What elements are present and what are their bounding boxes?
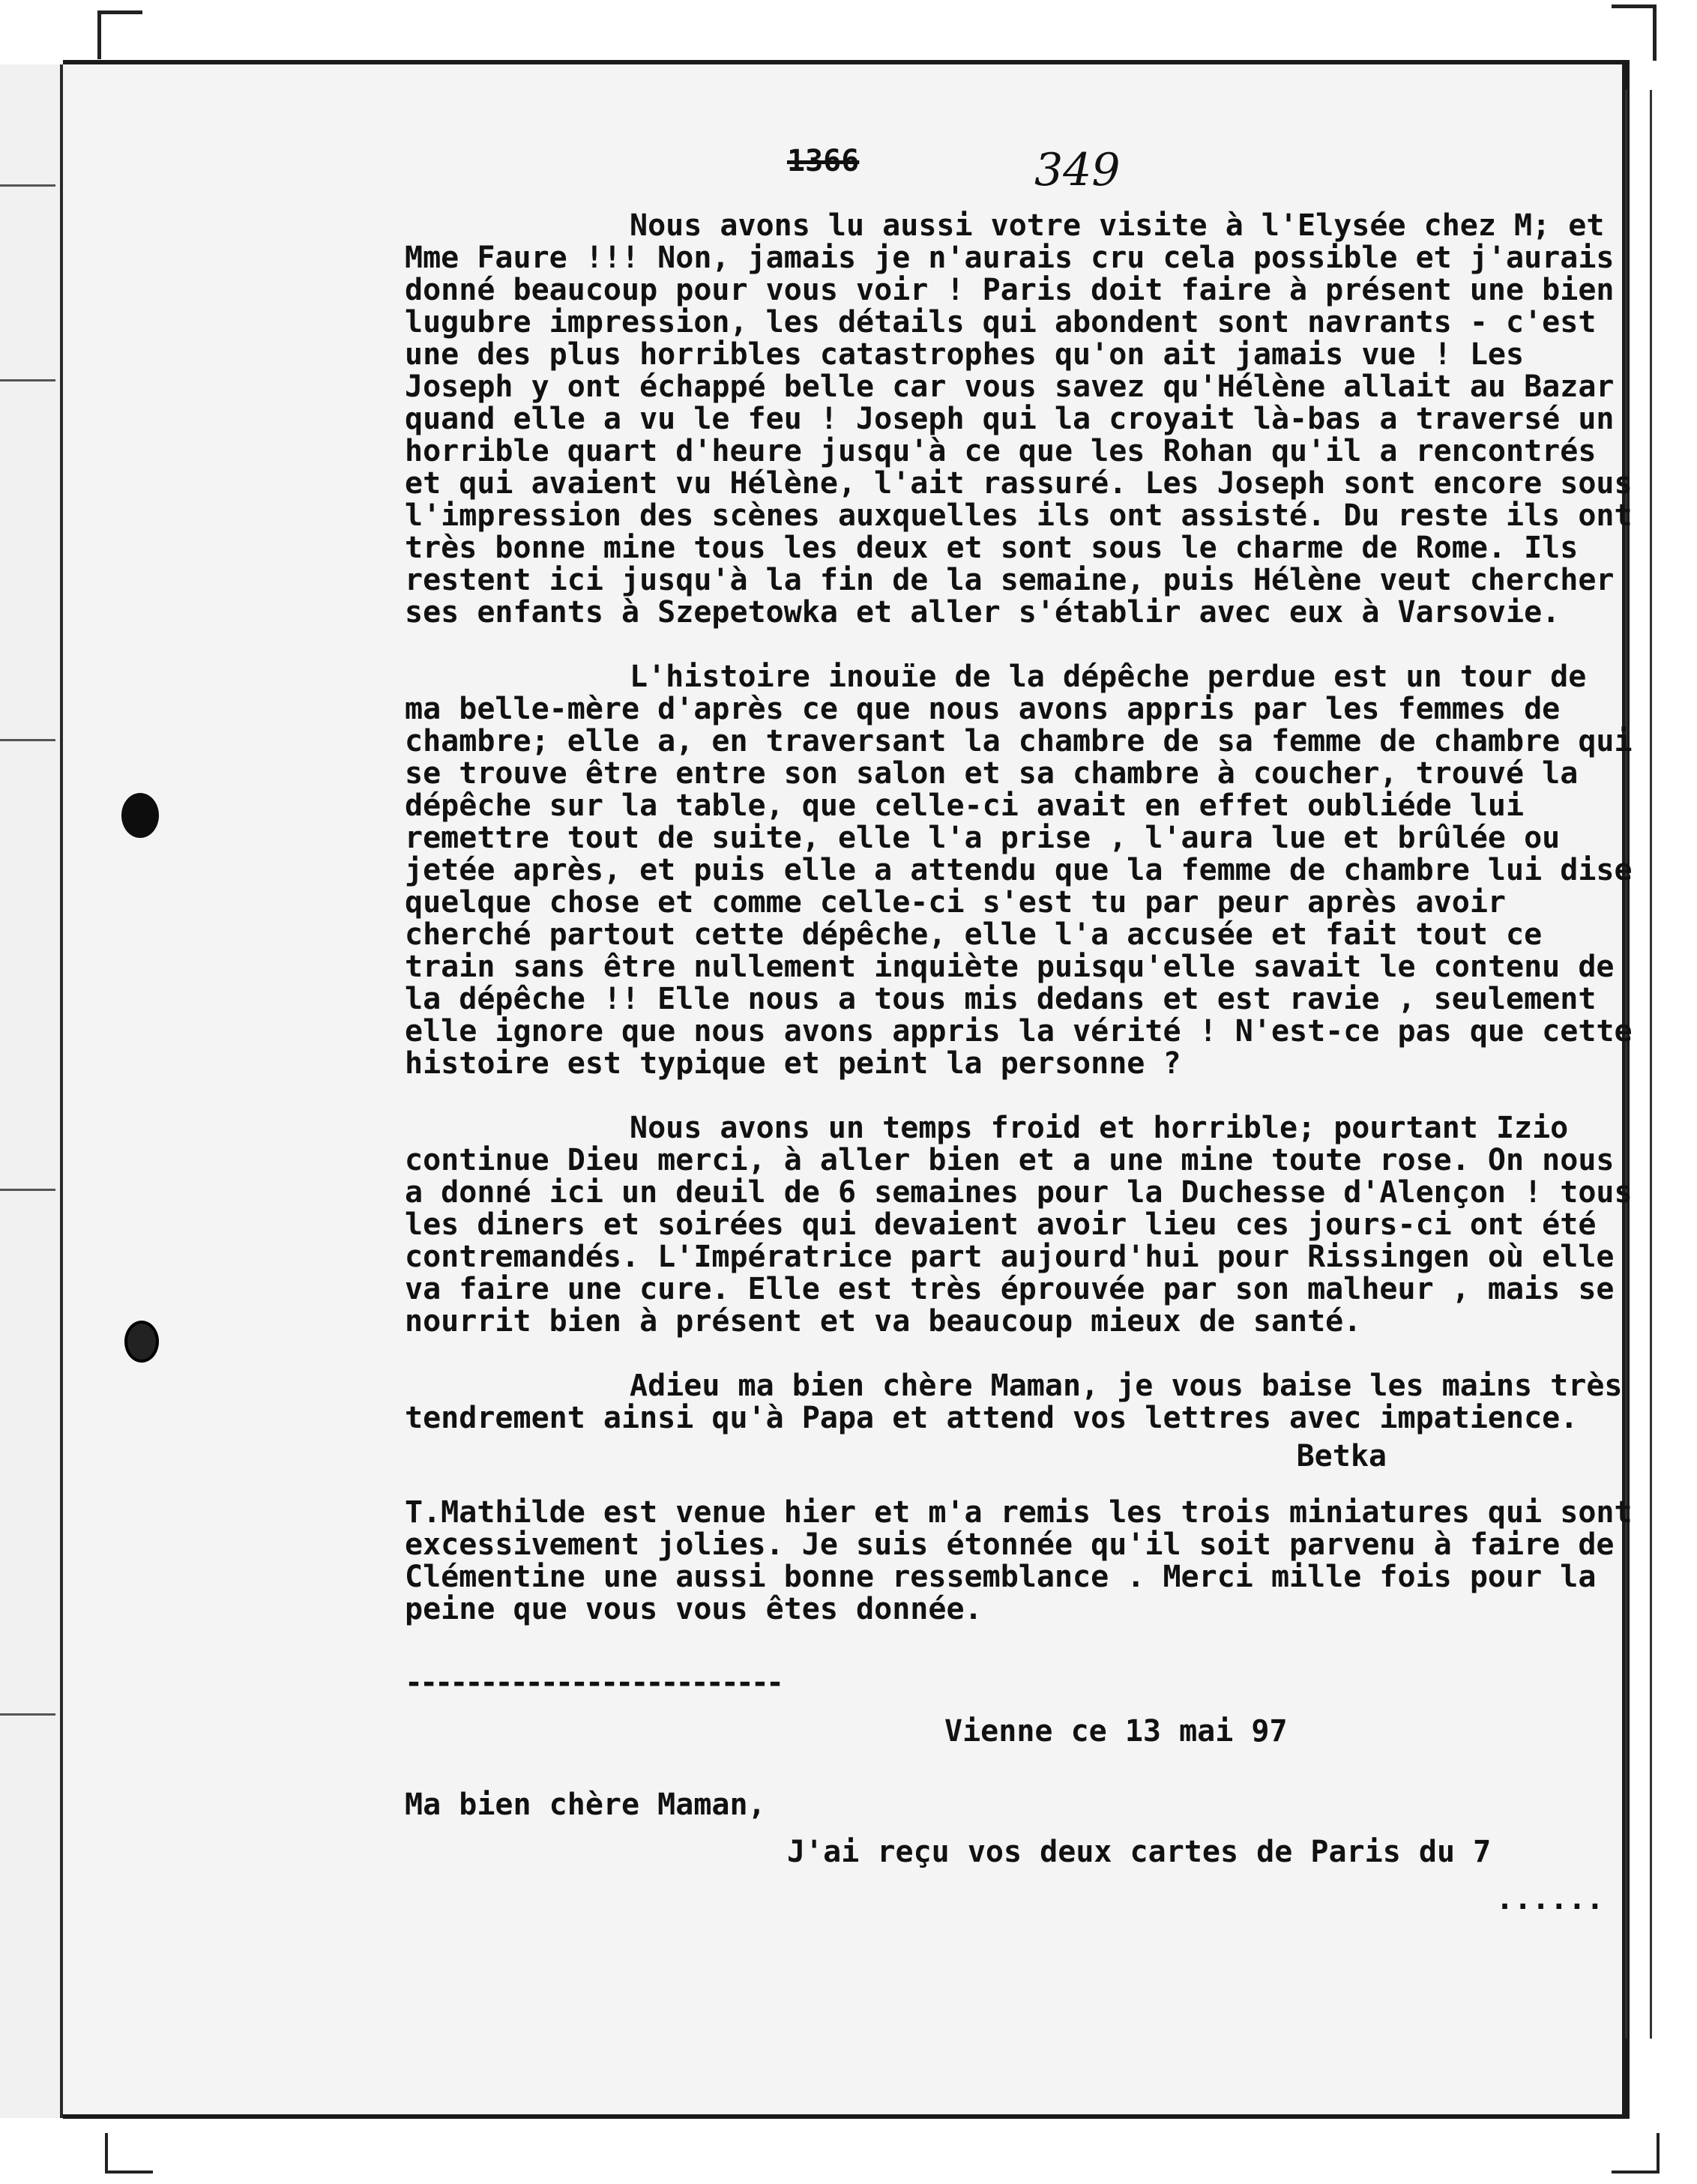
crop-mark-top-right [1612,4,1657,61]
ruled-line [0,739,55,741]
punch-hole [121,793,159,838]
crop-mark-bottom-right [1612,2133,1660,2174]
paragraph: L'histoire inouïe de la dépêche perdue est un tour de ma belle-mère d'après ce que nous avons appris par les femmes de chambre; elle a, en traversant la chambre de sa femme de chambre qui se trouve être entre son salon et sa chambre à coucher, trouvé la dépêche sur la table, que celle-ci avait en effet oubliéde lui remettre tout de suite, elle l'a prise , l'aura lue et brûlée ou jetée après, et puis elle a attendu que la femme de chambre lui dise quelque chose et comme celle-ci s'est tu par peur après avoir cherché partout cette dépêche, elle l'a accusée et fait tout ce train sans être nullement inquiète puisqu'elle savait le contenu de la dépêche !! Elle nous a tous mis dedans et est ravie , seulement elle ignore que nous avons appris la vérité ! N'est-ce pas que cette histoire est typique et peint la personne ? [405,660,1633,1081]
crop-mark-bottom-left [105,2133,153,2174]
crop-mark-top-left [97,10,142,59]
paragraph: Nous avons lu aussi votre visite à l'Elysée chez M; et Mme Faure !!! Non, jamais je n'aurais cru cela possible et j'aurais donné beaucoup pour vous voir ! Paris doit faire à présent une bien lugubre impression, les détails qui abondent sont navrants - c'est une des plus horribles catastrophes qu'on ait jamais vue ! Les Joseph y ont échappé belle car vous savez qu'Hélène allait au Bazar quand elle a vu le feu ! Joseph qui la croyait là-bas a traversé un horrible quart d'heure jusqu'à ce que les Rohan qu'il a rencontrés et qui avaient vu Hélène, l'ait rassuré. Les Joseph sont encore sous l'impression des scènes auxquelles ils ont assisté. Du reste ils ont très bonne mine tous les deux et sont sous le charme de Rome. Ils restent ici jusqu'à la fin de la semaine, puis Hélène veut chercher ses enfants à Szepetowka et aller s'établir avec eux à Varsovie. [405,208,1633,630]
signature: Betka [1296,1439,1387,1473]
letter-body [405,210,1634,1916]
continuation-dots: ...... [1495,1882,1604,1916]
dateline: Vienne ce 13 mai 97 [944,1714,1288,1749]
ruled-line [0,1189,55,1191]
ruled-line [0,379,55,381]
ruled-line [0,184,55,187]
salutation: Ma bien chère Maman, [405,1788,766,1822]
previous-page-edge [0,64,64,2118]
paragraph: Nous avons un temps froid et horrible; pourtant Izio continue Dieu merci, à aller bien et a une mine toute rose. On nous a donné ici un deuil de 6 semaines pour la Duchesse d'Alençon ! tous les diners et soirées qui devaient avoir lieu ces jours-ci ont été contremandés. L'Impératrice part aujourd'hui pour Rissingen où elle va faire une cure. Elle est très éprouvée par son malheur , mais se nourrit bien à présent et va beaucoup mieux de santé. [405,1111,1633,1339]
punch-hole [124,1321,159,1363]
postscript: T.Mathilde est venue hier et m'a remis les trois miniatures qui sont excessivement jolies. Je suis étonnée qu'il soit parvenu à faire de Clémentine une aussi bonne ressemblance . Merci mille fois pour la peine que vous vous êtes donnée. [405,1495,1633,1626]
struck-page-number: 1366 [787,144,860,178]
divider-line: ------------------------- [405,1665,782,1700]
closing-paragraph: Adieu ma bien chère Maman, je vous baise les mains très tendrement ainsi qu'à Papa et attend vos lettres avec impatience. [405,1369,1623,1435]
handwritten-page-number: 349 [1034,144,1121,196]
opening-line: J'ai reçu vos deux cartes de Paris du 7 [787,1835,1492,1869]
ruled-line [0,1713,55,1716]
